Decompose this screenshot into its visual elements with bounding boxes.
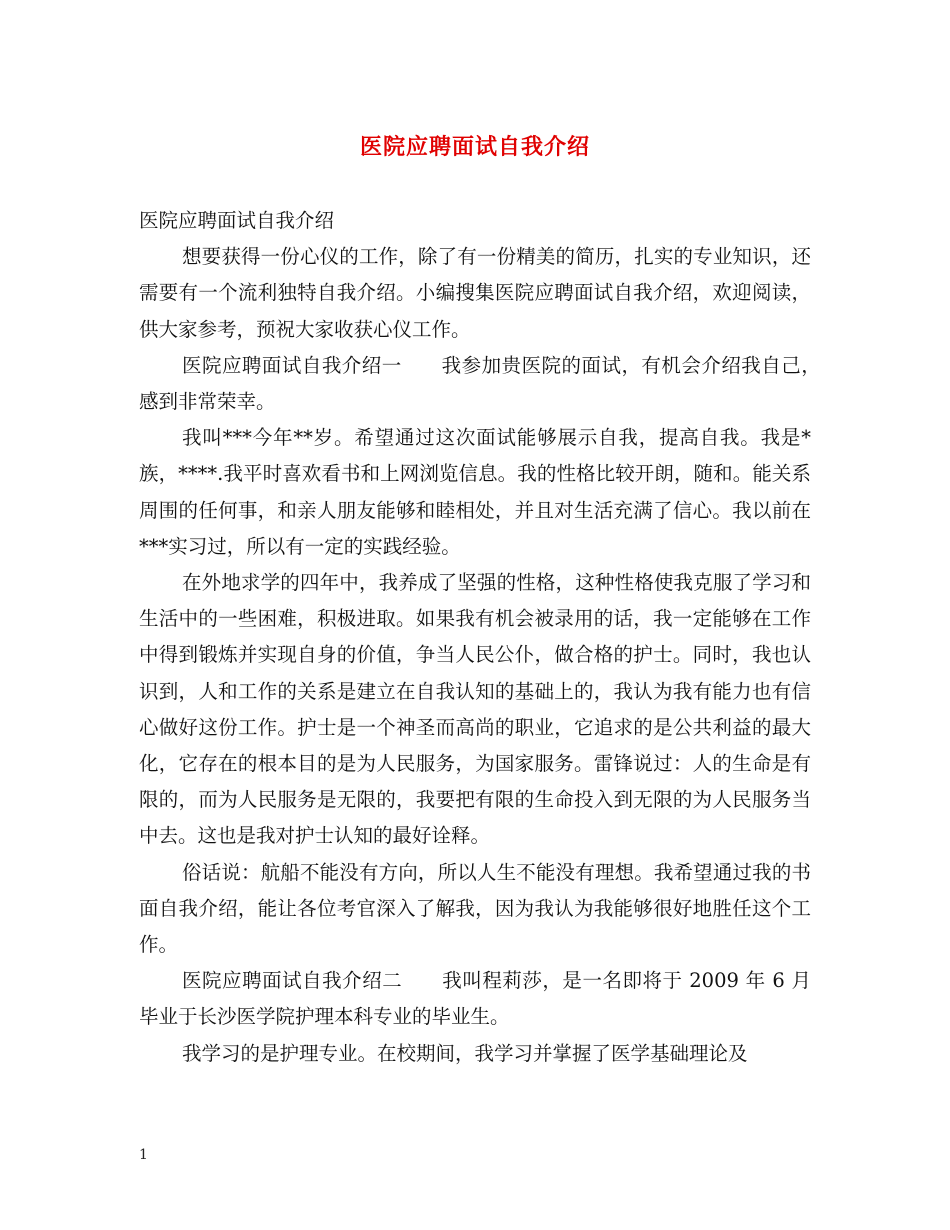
paragraph-study-experience: 在外地求学的四年中，我养成了坚强的性格，这种性格使我克服了学习和生活中的一些困难，积极进取。如果我有机会被录用的话，我一定能够在工作中得到锻炼并实现自身的价值，争当人民公仆，做合格的护士。同时，我也认识到，人和工作的关系是建立在自我认知的基础上的，我认为我有能力也有信心做好这份工作。护士是一个神圣而高尚的职业，它追求的是公共利益的最大化，它存在的根本目的是为人民服务，为国家服务。雷锋说过：人的生命是有限的，而为人民服务是无限的，我要把有限的生命投入到无限的为人民服务当中去。这也是我对护士认知的最好诠释。 [139,571,811,848]
page-number: 1 [139,1147,148,1163]
paragraph-personal-info: 我叫***今年**岁。希望通过这次面试能够展示自我，提高自我。我是*族，****.我平时喜欢看书和上网浏览信息。我的性格比较开朗，随和。能关系周围的任何事，和亲人朋友能够和睦相处，并且对生活充满了信心。我以前在***实习过，所以有一定的实践经验。 [139,426,811,558]
paragraph-sample-one-heading: 医院应聘面试自我介绍一 我参加贵医院的面试，有机会介绍我自己， 感到非常荣幸。 [139,353,831,414]
paragraph-sample-two-heading: 医院应聘面试自我介绍二 我叫程莉莎，是一名即将于 2009 年 6 月毕业于长沙医学院护理本科专业的毕业生。 [139,969,811,1029]
paragraph-intro: 想要获得一份心仪的工作，除了有一份精美的简历，扎实的专业知识，还需要有一个流利独特自我介绍。小编搜集医院应聘面试自我介绍，欢迎阅读，供大家参考，预祝大家收获心仪工作。 [139,245,811,341]
document-title: 医院应聘面试自我介绍 [359,134,590,160]
paragraph-major: 我学习的是护理专业。在校期间，我学习并掌握了医学基础理论及 [182,1041,748,1065]
document-body [139,203,831,1072]
paragraph-closing: 俗话说：航船不能没有方向，所以人生不能没有理想。我希望通过我的书面自我介绍，能让各位考官深入了解我，因为我认为我能够很好地胜任这个工作。 [139,860,811,957]
document-subtitle: 医院应聘面试自我介绍 [139,209,335,232]
